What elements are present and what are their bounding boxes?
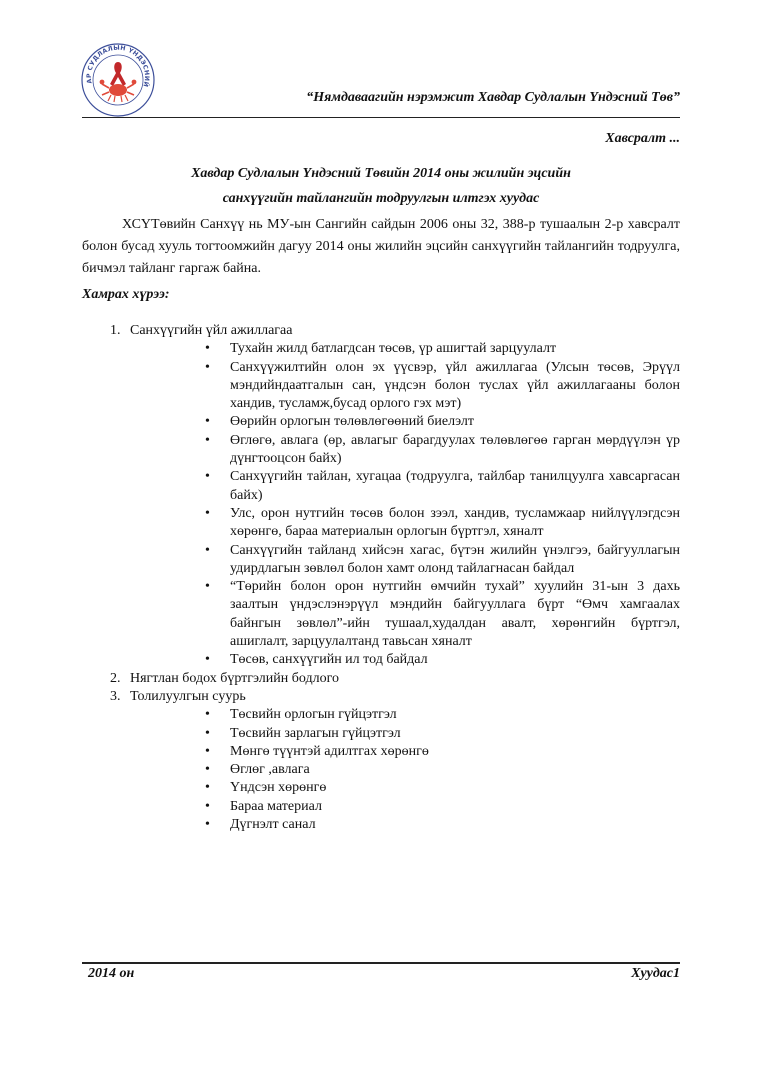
bullet-icon: • bbox=[205, 798, 210, 814]
section-item bbox=[82, 688, 680, 834]
document-title-line-2: санхүүгийн тайлангийн тодруулгын илтгэх хуудас bbox=[222, 191, 540, 206]
list-item: • Улс, орон нутгийн төсөв болон зээл, хандив, тусламжаар нийлүүлэгдсэн хөрөнгө, бараа материалын орлогын бүртгэл, хяналт bbox=[205, 505, 680, 540]
bullet-icon: • bbox=[205, 652, 210, 668]
section-label: Санхүүгийн үйл ажиллагаа bbox=[130, 323, 293, 338]
scope-list bbox=[82, 322, 680, 834]
intro-paragraph: ХСҮТөвийн Санхүү нь МУ-ын Сангийн сайдын 2006 оны 32, 388-р тушаалын 2-р хавсралт болон бусад хууль тогтоомжийн дагуу 2014 оны жилийн эцсийн санхүүгийн тайлангийн тодруулга, бичмэл тайланг гаргаж байна. bbox=[82, 217, 680, 276]
bullet-icon: • bbox=[205, 817, 210, 833]
list-item: • Дүгнэлт санал bbox=[130, 816, 680, 834]
header-divider bbox=[82, 117, 680, 118]
list-item: • Санхүүгийн тайлан, хугацаа (тодруулга, тайлбар танилцуулга хавсаргасан байх) bbox=[205, 469, 680, 503]
appendix-label: Хавсралт ... bbox=[605, 131, 680, 146]
header-institution-title: “Нямдаваагийн нэрэмжит Хавдар Судлалын Үндэсний Төв” bbox=[306, 90, 680, 105]
list-item: • Төсөв, санхүүгийн ил тод байдал bbox=[130, 651, 680, 669]
list-item: • Мөнгө түүнтэй адилтгах хөрөнгө bbox=[130, 743, 680, 761]
list-item: • Өглөг ,авлага bbox=[130, 761, 680, 779]
bullet-icon: • bbox=[205, 725, 210, 741]
list-item: • “Төрийн болон орон нутгийн өмчийн тухай” хуулийн 31-ын 3 дахь заалтын үндэслэнэрүүл мэндийн байгууллага бүрт “Өмч хамгаалах байнгын зөвлөл”-ийн тушаал,худалдан авалт, хөрөнгийн бүртгэл, ашиглалт, зарцуулалтанд тавьсан хяналт bbox=[205, 579, 680, 650]
list-item: • Төсвийн орлогын гүйцэтгэл bbox=[130, 706, 680, 724]
section-item bbox=[82, 322, 680, 670]
document-title-line-1: Хавдар Судлалын Үндэсний Төвийн 2014 оны жилийн эцсийн bbox=[191, 166, 571, 181]
section-label: Нягтлан бодох бүртгэлийн бодлого bbox=[130, 670, 339, 686]
bullet-icon: • bbox=[205, 542, 210, 558]
list-item: • Үндсэн хөрөнгө bbox=[130, 779, 680, 797]
bullet-icon: • bbox=[205, 579, 210, 595]
list-item: • Өөрийн орлогын төлөвлөгөөний биелэлт bbox=[130, 413, 680, 431]
bullet-icon: • bbox=[205, 432, 210, 448]
section-number: 2. bbox=[110, 670, 121, 686]
list-item: • Бараа материал bbox=[130, 798, 680, 816]
footer-divider bbox=[82, 962, 680, 964]
logo-ring-text: АР СУДЛАЛЫН ҮНДЭСНИЙ bbox=[85, 44, 151, 88]
bullet-icon: • bbox=[205, 707, 210, 723]
bullet-icon: • bbox=[205, 414, 210, 430]
bullet-icon: • bbox=[205, 505, 210, 521]
footer-year: 2014 он bbox=[88, 966, 135, 981]
scope-heading: Хамрах хүрээ: bbox=[82, 287, 170, 302]
list-item: • Санхүүжилтийн олон эх үүсвэр, үйл ажиллагаа (Улсын төсөв, Эрүүл мэндийндаатгалын сан, үндсэн болон туслах үйл ажиллагааны болон хандив, тусламж,бусад орлого гэх мэт) bbox=[205, 359, 680, 412]
list-item: • Өглөгө, авлага (өр, авлагыг барагдуулах төлөвлөгөө гарган мөрдүүлэн үр дүнгтооцсон байх) bbox=[205, 432, 680, 467]
bullet-icon: • bbox=[205, 469, 210, 485]
bullet-icon: • bbox=[205, 743, 210, 759]
footer-page-number: Хуудас1 bbox=[631, 966, 680, 981]
section-item bbox=[82, 670, 680, 688]
bullet-icon: • bbox=[205, 762, 210, 778]
section-sublist bbox=[130, 706, 680, 834]
section-label: Толилуулгын суурь bbox=[130, 688, 246, 704]
list-item: • Тухайн жилд батлагдсан төсөв, үр ашигтай зарцуулалт bbox=[130, 340, 680, 358]
section-number: 3. bbox=[110, 688, 121, 704]
list-item: • Санхүүгийн тайланд хийсэн хагас, бүтэн жилийн үнэлгээ, байгууллагын удирдлагын зөвлөл болон хамт олонд тайлагнасан байдал bbox=[205, 542, 680, 576]
bullet-icon: • bbox=[205, 341, 210, 357]
list-item: • Төсвийн зарлагын гүйцэтгэл bbox=[130, 725, 680, 743]
section-number: 1. bbox=[110, 323, 121, 338]
institution-logo bbox=[78, 40, 158, 120]
section-sublist bbox=[130, 340, 680, 669]
bullet-icon: • bbox=[205, 359, 210, 375]
bullet-icon: • bbox=[205, 780, 210, 796]
